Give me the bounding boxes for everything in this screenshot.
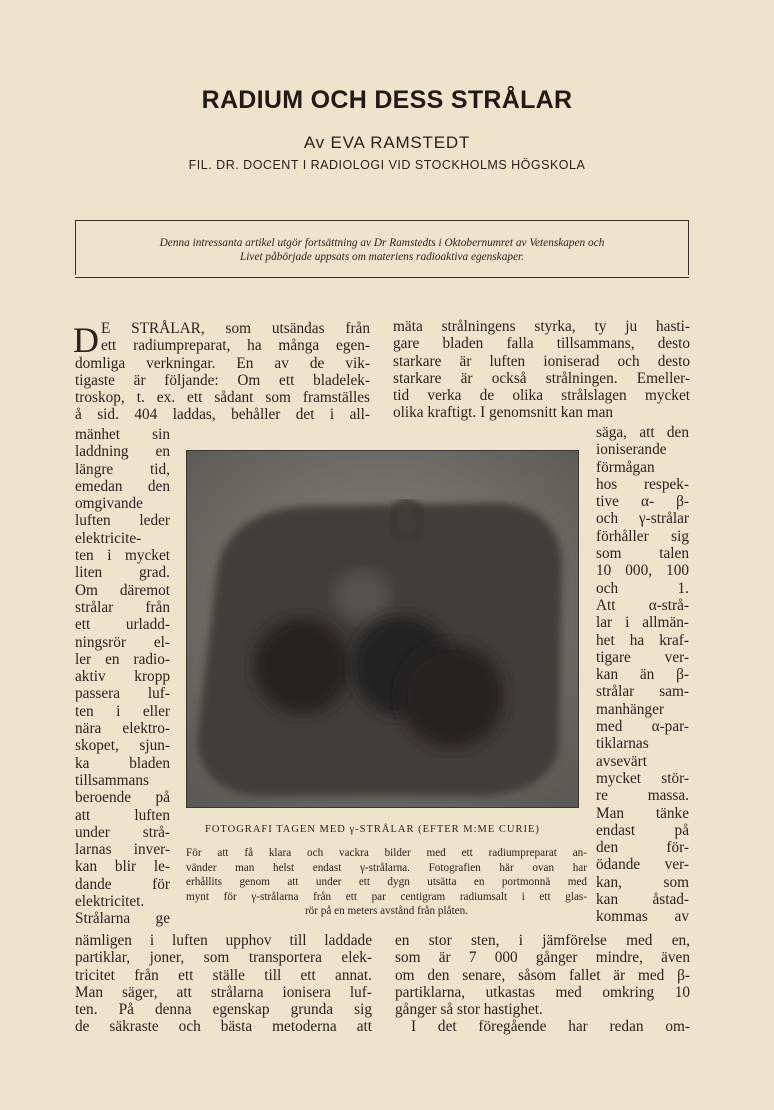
text-line: ten i mycket	[75, 547, 170, 565]
text-line: ett radiumpreparat, ha många egen-	[101, 337, 370, 355]
text-line: Man tänke	[596, 804, 689, 822]
text-line: mäta strålningens styrka, ty ju hasti-	[393, 318, 690, 335]
text-line: tid verka de olika strålslagen mycket	[393, 387, 690, 405]
text-line: skopet, sjun-	[75, 737, 170, 755]
text-line: och γ-strålar	[596, 510, 689, 528]
caption-line: erhållits genom att under ett dygn utsätta en portmonnä med	[186, 876, 587, 889]
text-line: domliga verkningar. En av de vik-	[75, 354, 370, 372]
text-line: larnas inver-	[75, 841, 170, 859]
left-column-top	[75, 320, 370, 424]
author-byline: Av EVA RAMSTEDT	[303, 133, 471, 152]
text-line: lar i allmän-	[596, 614, 689, 632]
text-line: dande för	[75, 875, 170, 893]
intro-text	[86, 236, 678, 264]
text-line: I det föregående har redan om-	[411, 1018, 690, 1036]
text-line: kan än β-	[596, 666, 689, 684]
text-line: passera luf-	[75, 685, 170, 703]
left-narrow-column	[75, 426, 170, 928]
coin	[400, 644, 504, 748]
text-line: kan, som	[596, 873, 689, 891]
text-line: beroende på	[75, 789, 170, 807]
text-line: ödande ver-	[596, 856, 689, 874]
purse-photograph	[186, 450, 579, 808]
text-line: re massa.	[596, 787, 689, 805]
photo-caption	[186, 846, 587, 919]
right-column-top	[393, 318, 690, 422]
text-line: het ha kraf-	[596, 631, 689, 649]
text-line: ten. På denna egenskap grunda sig	[75, 1001, 372, 1019]
text-line: ningsrör el-	[75, 633, 170, 651]
text-line: hos respek-	[596, 475, 689, 493]
text-line: laddning en	[75, 443, 170, 461]
text-line: starkare är luften ioniserad och desto	[393, 352, 690, 370]
text-line: tillsammans	[75, 771, 149, 789]
text-line: å sid. 404 laddas, behåller det i all-	[75, 406, 370, 424]
text-line: ett urladd-	[75, 616, 170, 634]
intro-line: Denna intressanta artikel utgör fortsättning av Dr Ramstedts i Oktobernumret av Vetenskapen och	[159, 237, 605, 249]
text-line: Om däremot	[75, 581, 170, 599]
text-line: strålar från	[75, 598, 170, 616]
text-line: tigare ver-	[596, 648, 689, 666]
right-narrow-column	[596, 424, 689, 926]
text-line: endast på	[596, 821, 689, 839]
intro-divider	[75, 277, 689, 278]
text-line: den för-	[596, 839, 689, 857]
text-line: kommas av	[596, 908, 689, 926]
right-column-bottom	[395, 932, 690, 1036]
caption-line: rör på en meters avstånd från plåten.	[304, 905, 469, 918]
text-line: en stor sten, i jämförelse med en,	[395, 932, 690, 949]
purse-photo-image	[187, 451, 578, 807]
caption-heading: FOTOGRAFI TAGEN MED γ-STRÅLAR (EFTER M:ME CURIE)	[205, 824, 540, 835]
text-line: gånger så stor hastighet.	[395, 1001, 543, 1019]
text-line: som talen	[596, 545, 689, 563]
text-line: ka bladen	[75, 754, 170, 772]
text-line: ler en radio-	[75, 650, 170, 668]
text-line: luften leder	[75, 512, 170, 530]
text-line: ten i eller	[75, 702, 170, 720]
text-line: förmågan	[596, 458, 655, 476]
text-line: elektricitet.	[75, 893, 145, 911]
text-line: säga, att den	[596, 424, 689, 441]
text-line: ioniserande	[596, 441, 667, 459]
text-line: de säkraste och bästa metoderna att	[75, 1018, 372, 1036]
text-line: omgivande	[75, 495, 143, 513]
text-line: gare bladen falla tillsammans, desto	[393, 335, 690, 353]
text-line: partiklarna, utkastas med omkring 10	[395, 983, 690, 1001]
text-line: liten grad.	[75, 564, 170, 582]
text-line: om den senare, såsom fallet är med β-	[395, 966, 690, 984]
text-line: förhåller sig	[596, 527, 689, 545]
caption-line: vänder man helst endast γ-strålarna. Fotografien här ovan har	[186, 861, 587, 874]
author-affiliation: FIL. DR. DOCENT I RADIOLOGI VID STOCKHOLMS HÖGSKOLA	[188, 158, 586, 172]
text-line: strålar sam-	[596, 683, 689, 701]
text-line: längre tid,	[75, 460, 170, 478]
text-line: mycket stör-	[596, 769, 689, 787]
text-line: tive α- β-	[596, 493, 689, 511]
text-line: Strålarna ge	[75, 910, 170, 928]
text-line: nära elektro-	[75, 720, 170, 738]
text-line: och 1.	[596, 579, 689, 597]
text-line: partiklar, joner, som transportera elek-	[75, 949, 372, 967]
text-line: avsevärt	[596, 752, 647, 770]
text-line: kan åstad-	[596, 891, 689, 909]
text-line: starkare är också strålningen. Emeller-	[393, 369, 690, 387]
text-line: emedan den	[75, 477, 170, 495]
text-line: aktiv kropp	[75, 668, 170, 686]
article-title: RADIUM OCH DESS STRÅLAR	[201, 86, 573, 114]
text-line: med α-par-	[596, 718, 689, 736]
coin-shadow	[334, 570, 390, 622]
text-line: att luften	[75, 806, 170, 824]
intro-line: Livet påbörjade uppsats om materiens radioaktiva egenskaper.	[240, 251, 524, 263]
text-line: tricitet från ett ställe till ett annat.	[75, 966, 372, 984]
coin	[254, 618, 350, 714]
text-line: Att α-strå-	[596, 596, 689, 614]
text-line: under strå-	[75, 823, 170, 841]
text-line: tiklarnas	[596, 735, 649, 753]
text-line: troskop, t. ex. ett sådant som framställes	[75, 389, 370, 407]
text-line: elektricite-	[75, 529, 142, 547]
text-line: E STRÅLAR, som utsändas från	[101, 320, 370, 337]
text-line: manhänger	[596, 700, 664, 718]
text-line: Man säger, att strålarna ionisera luf-	[75, 983, 372, 1001]
text-line: olika kraftigt. I genomsnitt kan man	[393, 404, 614, 422]
text-line: som är 7 000 gånger mindre, även	[395, 949, 690, 967]
text-line: 10 000, 100	[596, 562, 689, 580]
text-line: nämligen i luften upphov till laddade	[75, 932, 372, 949]
caption-line: För att få klara och vackra bilder med ett radiumpreparat an-	[186, 847, 587, 859]
text-line: kan blir le-	[75, 858, 170, 876]
text-line: mänhet sin	[75, 426, 170, 443]
caption-line: mynt för γ-strålarna från ett par centigram radiumsalt i ett glas-	[186, 890, 587, 903]
left-column-bottom	[75, 932, 372, 1036]
drop-cap: D	[73, 320, 99, 360]
text-line: tigaste är följande: Om ett bladelek-	[75, 371, 370, 389]
